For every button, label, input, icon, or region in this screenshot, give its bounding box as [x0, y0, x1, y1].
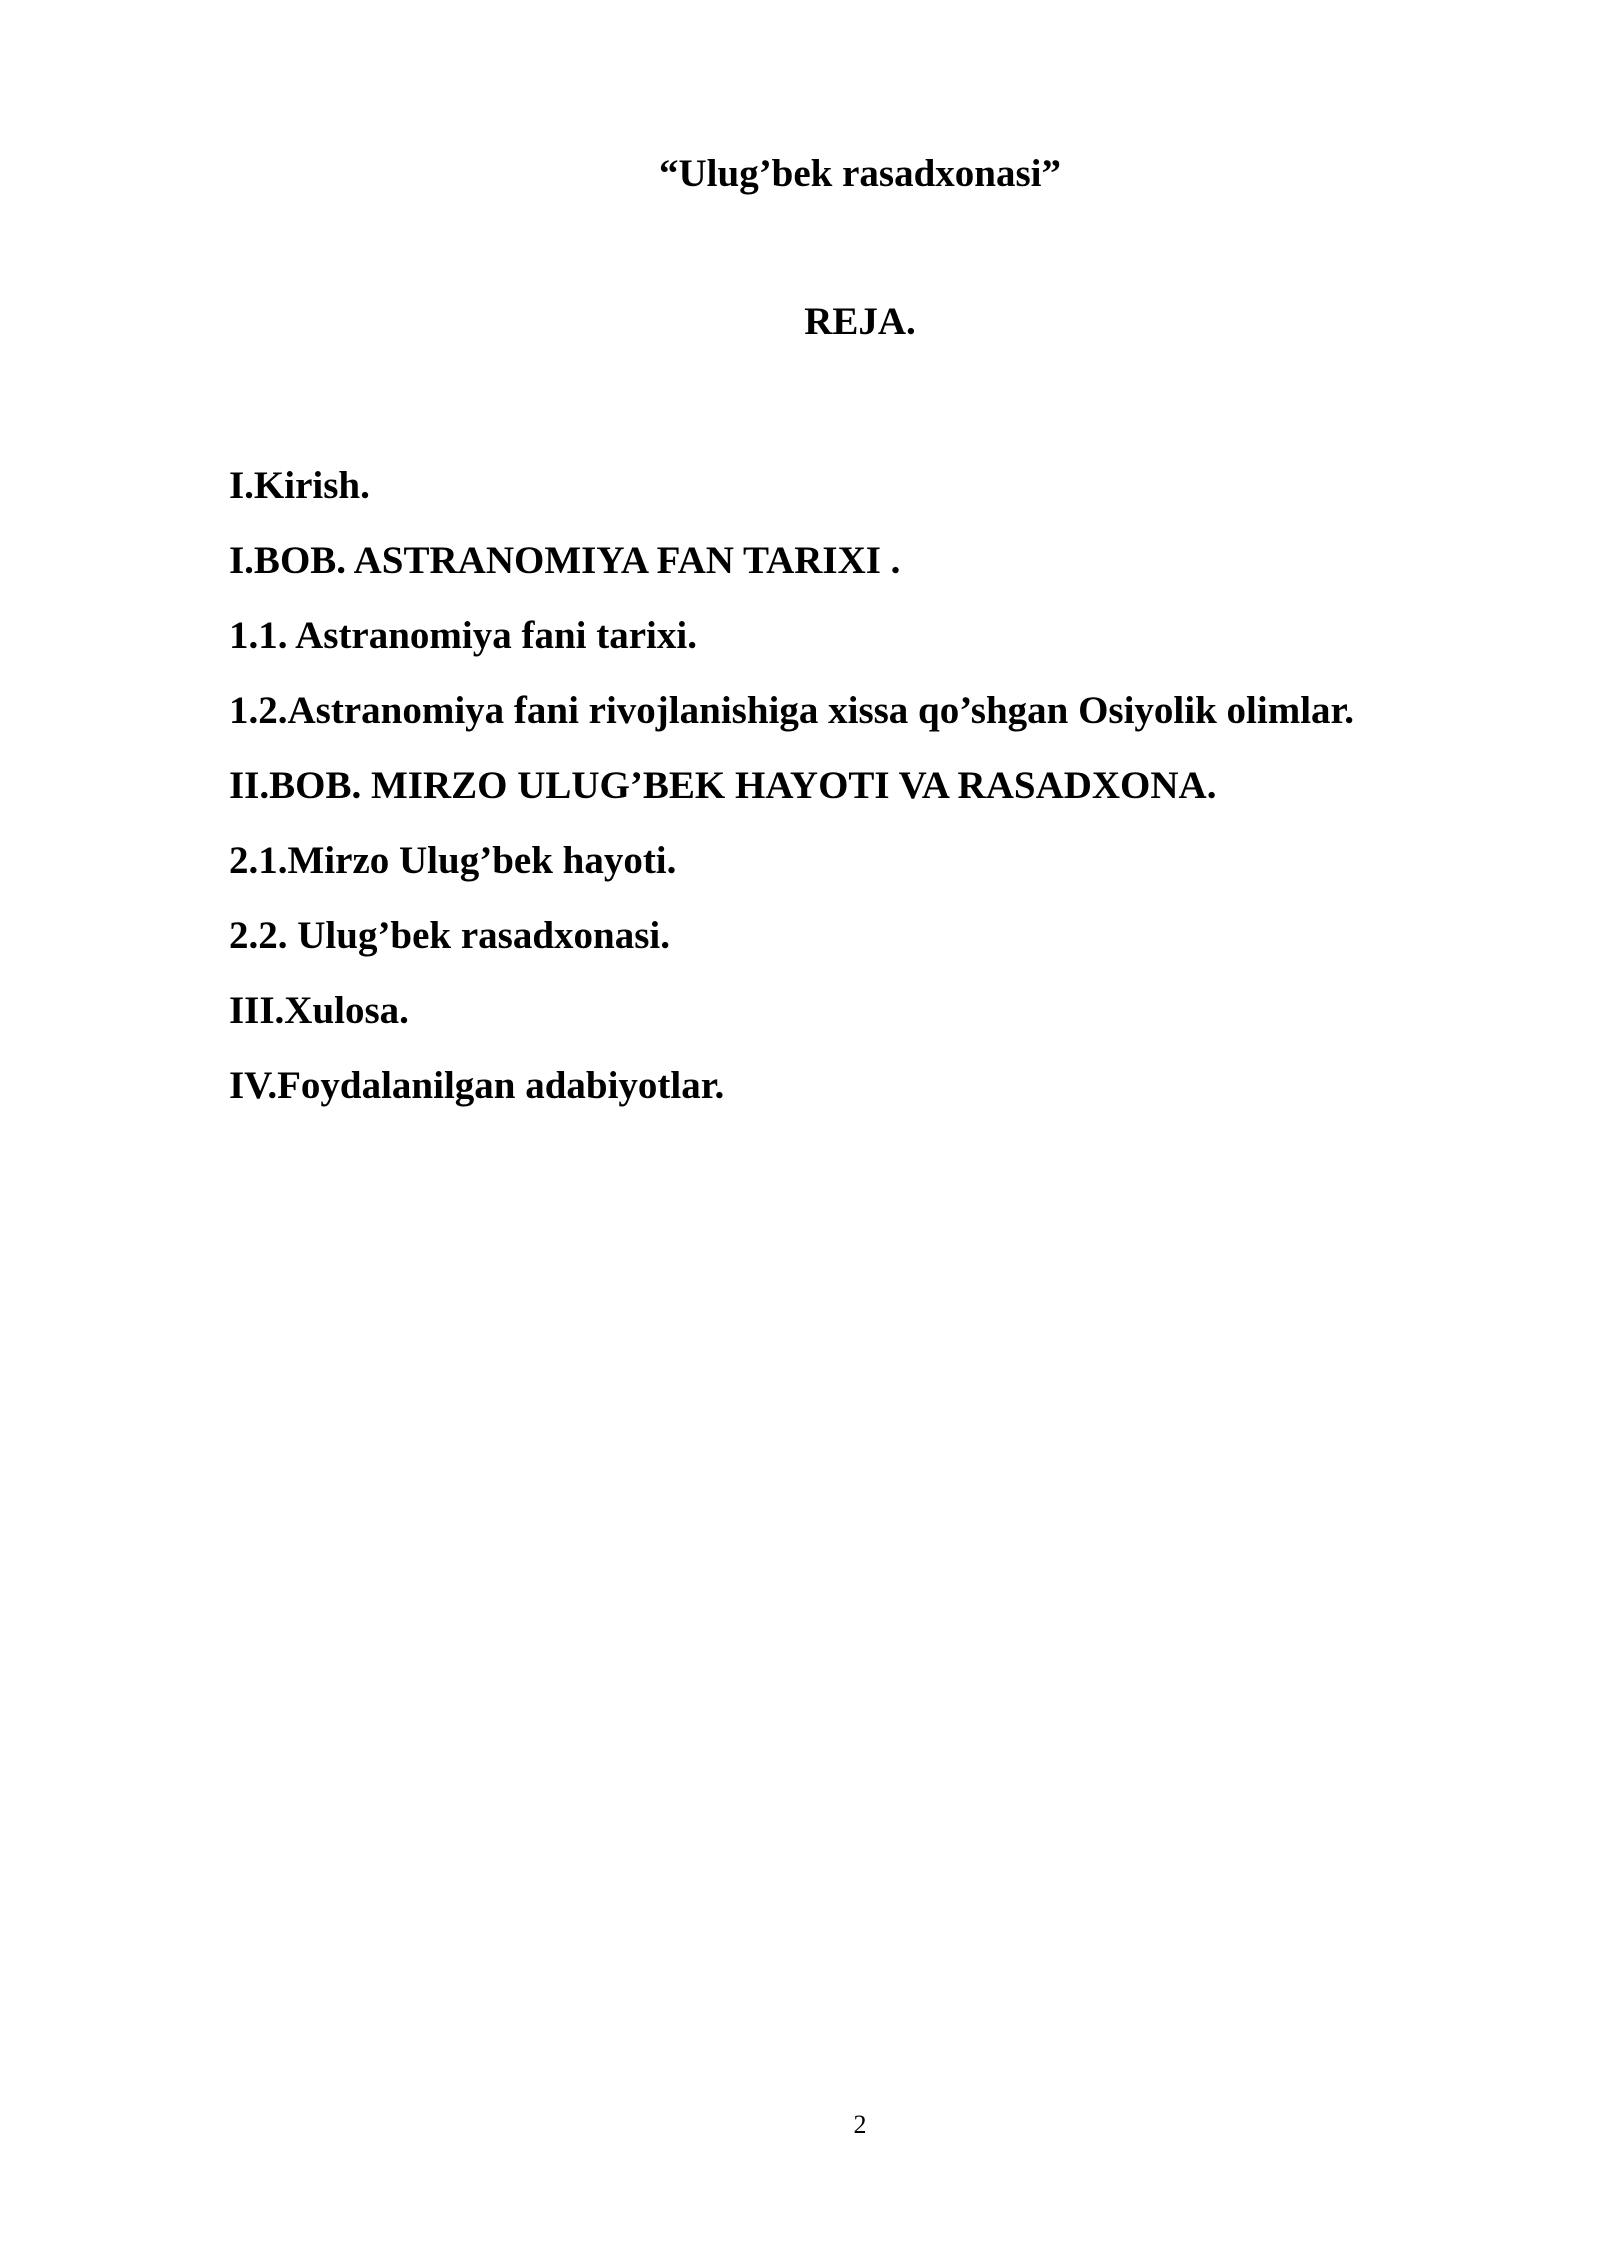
toc-item-chapter-1: I.BOB. ASTRANOMIYA FAN TARIXI . — [229, 539, 901, 582]
toc-item-1-1: 1.1. Astranomiya fani tarixi. — [229, 614, 697, 657]
page-number: 2 — [853, 2110, 867, 2139]
toc-item-conclusion: III.Xulosa. — [229, 989, 409, 1032]
table-of-contents — [229, 448, 1549, 1123]
plan-heading: REJA. — [804, 300, 916, 343]
toc-item-references: IV.Foydalanilgan adabiyotlar. — [229, 1064, 725, 1107]
toc-item-2-2: 2.2. Ulug’bek rasadxonasi. — [229, 914, 670, 957]
toc-item-2-1: 2.1.Mirzo Ulug’bek hayoti. — [229, 839, 677, 882]
document-title: “Ulug’bek rasadxonasi” — [659, 152, 1061, 195]
toc-item-introduction: I.Kirish. — [229, 464, 370, 507]
toc-item-chapter-2: II.BOB. MIRZO ULUG’BEK HAYOTI VA RASADXONA. — [229, 764, 1217, 807]
toc-item-1-2: 1.2.Astranomiya fani rivojlanishiga xissa qo’shgan Osiyolik olimlar. — [229, 689, 1355, 732]
